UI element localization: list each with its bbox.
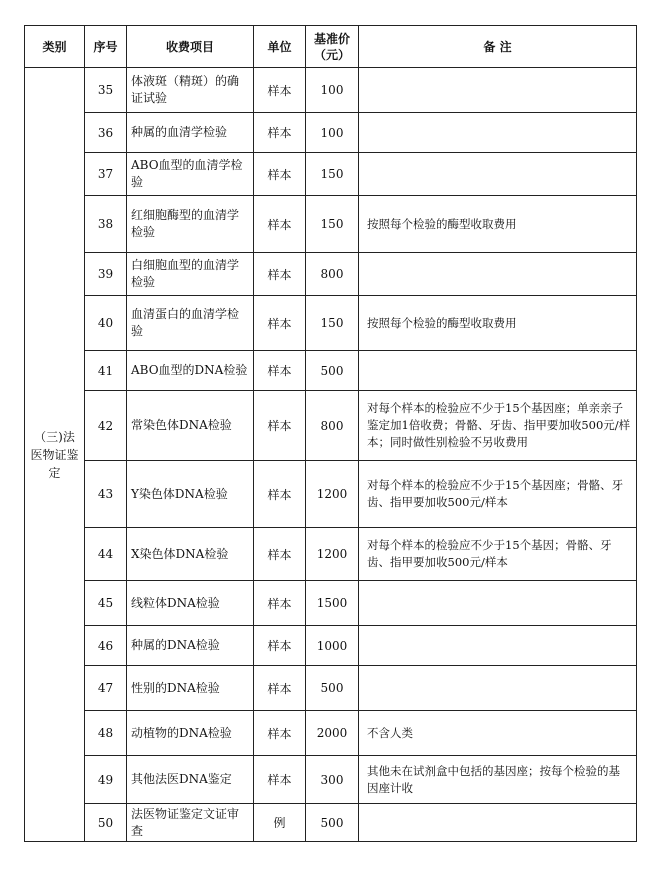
price-cell: 500	[306, 804, 359, 842]
price-cell: 100	[306, 113, 359, 153]
unit-cell: 样本	[254, 153, 306, 196]
header-note: 备 注	[359, 26, 637, 68]
row-number: 38	[85, 196, 127, 253]
header-price-line1: 基准价	[313, 31, 350, 46]
item-name: 血清蛋白的血清学检验	[127, 296, 254, 351]
note-cell	[359, 581, 637, 626]
unit-cell: 样本	[254, 113, 306, 153]
header-item: 收费项目	[127, 26, 254, 68]
table-row	[25, 113, 637, 153]
row-number: 43	[85, 461, 127, 528]
item-name: Y染色体DNA检验	[127, 461, 254, 528]
category-cell: （三)法医物证鉴定	[25, 68, 85, 842]
row-number: 37	[85, 153, 127, 196]
table-row	[25, 351, 637, 391]
row-number: 35	[85, 68, 127, 113]
item-name: 种属的DNA检验	[127, 626, 254, 666]
note-cell	[359, 68, 637, 113]
table-row	[25, 581, 637, 626]
price-cell: 2000	[306, 711, 359, 756]
price-cell: 1500	[306, 581, 359, 626]
row-number: 50	[85, 804, 127, 842]
unit-cell: 样本	[254, 581, 306, 626]
price-cell: 800	[306, 253, 359, 296]
row-number: 48	[85, 711, 127, 756]
item-name: 法医物证鉴定文证审查	[127, 804, 254, 842]
unit-cell: 样本	[254, 666, 306, 711]
unit-cell: 样本	[254, 196, 306, 253]
table-row	[25, 804, 637, 842]
item-name: 常染色体DNA检验	[127, 391, 254, 461]
table-row	[25, 68, 637, 113]
header-serial: 序号	[85, 26, 127, 68]
table-row	[25, 196, 637, 253]
table-row	[25, 756, 637, 804]
note-cell: 按照每个检验的酶型收取费用	[359, 296, 637, 351]
item-name: 体液斑（精斑）的确证试验	[127, 68, 254, 113]
item-name: 线粒体DNA检验	[127, 581, 254, 626]
price-cell: 1200	[306, 461, 359, 528]
unit-cell: 样本	[254, 351, 306, 391]
item-name: X染色体DNA检验	[127, 528, 254, 581]
unit-cell: 例	[254, 804, 306, 842]
note-cell	[359, 626, 637, 666]
price-cell: 500	[306, 351, 359, 391]
table-row	[25, 711, 637, 756]
unit-cell: 样本	[254, 296, 306, 351]
table-row	[25, 626, 637, 666]
table-body	[25, 68, 637, 842]
unit-cell: 样本	[254, 756, 306, 804]
note-cell	[359, 253, 637, 296]
table-row	[25, 391, 637, 461]
table-row	[25, 253, 637, 296]
header-row	[25, 26, 637, 68]
unit-cell: 样本	[254, 461, 306, 528]
fee-table	[24, 25, 637, 842]
note-cell: 对每个样本的检验应不少于15个基因座；骨骼、牙齿、指甲要加收500元/样本	[359, 461, 637, 528]
note-cell	[359, 351, 637, 391]
table-row	[25, 666, 637, 711]
note-cell	[359, 666, 637, 711]
table-row	[25, 153, 637, 196]
unit-cell: 样本	[254, 253, 306, 296]
item-name: ABO血型的DNA检验	[127, 351, 254, 391]
row-number: 42	[85, 391, 127, 461]
header-price	[306, 26, 359, 68]
item-name: 白细胞血型的血清学检验	[127, 253, 254, 296]
note-cell: 对每个样本的检验应不少于15个基因座；单亲亲子鉴定加1倍收费；骨骼、牙齿、指甲要加收500元/样本；同时做性别检验不另收费用	[359, 391, 637, 461]
price-cell: 150	[306, 153, 359, 196]
row-number: 39	[85, 253, 127, 296]
price-cell: 1200	[306, 528, 359, 581]
unit-cell: 样本	[254, 68, 306, 113]
note-cell: 按照每个检验的酶型收取费用	[359, 196, 637, 253]
row-number: 49	[85, 756, 127, 804]
item-name: 红细胞酶型的血清学检验	[127, 196, 254, 253]
header-category: 类别	[25, 26, 85, 68]
header-unit: 单位	[254, 26, 306, 68]
row-number: 40	[85, 296, 127, 351]
note-cell	[359, 153, 637, 196]
note-cell: 不含人类	[359, 711, 637, 756]
row-number: 44	[85, 528, 127, 581]
price-cell: 1000	[306, 626, 359, 666]
item-name: ABO血型的血清学检验	[127, 153, 254, 196]
row-number: 45	[85, 581, 127, 626]
note-cell	[359, 113, 637, 153]
unit-cell: 样本	[254, 391, 306, 461]
unit-cell: 样本	[254, 626, 306, 666]
header-price-line2: （元）	[313, 47, 350, 62]
price-cell: 150	[306, 196, 359, 253]
item-name: 种属的血清学检验	[127, 113, 254, 153]
note-cell: 对每个样本的检验应不少于15个基因；骨骼、牙齿、指甲要加收500元/样本	[359, 528, 637, 581]
note-cell: 其他未在试剂盒中包括的基因座；按每个检验的基因座计收	[359, 756, 637, 804]
table-row	[25, 461, 637, 528]
unit-cell: 样本	[254, 711, 306, 756]
item-name: 性别的DNA检验	[127, 666, 254, 711]
price-cell: 800	[306, 391, 359, 461]
row-number: 41	[85, 351, 127, 391]
price-cell: 100	[306, 68, 359, 113]
row-number: 47	[85, 666, 127, 711]
price-cell: 300	[306, 756, 359, 804]
item-name: 动植物的DNA检验	[127, 711, 254, 756]
row-number: 46	[85, 626, 127, 666]
unit-cell: 样本	[254, 528, 306, 581]
item-name: 其他法医DNA鉴定	[127, 756, 254, 804]
price-cell: 150	[306, 296, 359, 351]
table-row	[25, 528, 637, 581]
row-number: 36	[85, 113, 127, 153]
table-row	[25, 296, 637, 351]
note-cell	[359, 804, 637, 842]
price-cell: 500	[306, 666, 359, 711]
